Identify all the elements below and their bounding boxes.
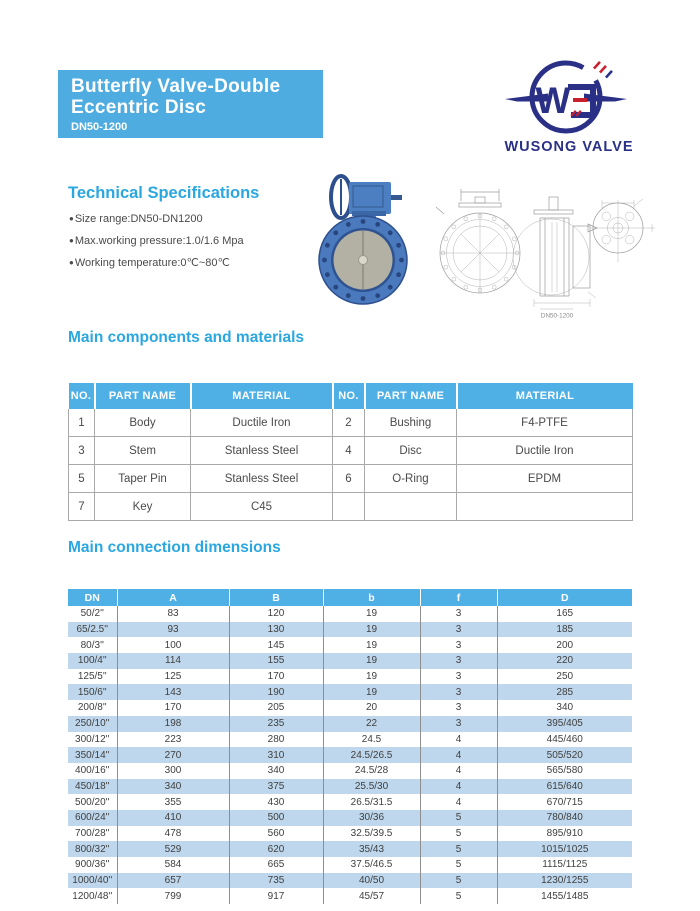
table-cell: 19 (323, 637, 420, 653)
tech-specs-list (69, 208, 244, 274)
table-cell: 190 (229, 684, 323, 700)
table-cell: 799 (117, 888, 229, 904)
spec-item-size-range (69, 208, 244, 230)
table-cell: 250/10'' (75, 718, 110, 730)
table-cell: 6 (333, 465, 365, 493)
table-cell: 917 (229, 888, 323, 904)
table-cell: 185 (497, 622, 632, 638)
table-cell: 5 (420, 857, 497, 873)
table-cell: 505/520 (497, 747, 632, 763)
page-title-line1: Butterfly Valve-Double (71, 76, 281, 97)
column-header: MATERIAL (191, 383, 333, 409)
table-row (68, 826, 632, 842)
table-cell: 584 (117, 857, 229, 873)
table-cell: 430 (229, 794, 323, 810)
spec-item-text: Max.working pressure:1.0/1.6 Mpa (74, 235, 244, 247)
table-row (68, 763, 632, 779)
table-cell: Bushing (365, 409, 457, 437)
table-cell: 300 (117, 763, 229, 779)
table-cell: Stanless Steel (191, 465, 333, 493)
table-cell: 5 (420, 841, 497, 857)
table-cell: Ductile Iron (191, 409, 333, 437)
table-cell: 500/20'' (75, 796, 110, 808)
table-cell: 2 (333, 409, 365, 437)
table-cell: 200/8'' (77, 702, 107, 714)
table-cell: 615/640 (497, 779, 632, 795)
table-cell (365, 493, 457, 521)
table-cell: 5 (69, 465, 95, 493)
logo-monogram-w: W (535, 80, 571, 121)
table-cell: 350/14'' (75, 749, 110, 761)
table-cell: 120 (229, 606, 323, 622)
table-cell: 4 (420, 763, 497, 779)
page-title-line2: Eccentric Disc (71, 97, 207, 118)
table-row (69, 493, 633, 521)
table-cell: 220 (497, 653, 632, 669)
column-header: B (229, 589, 323, 606)
table-row (68, 700, 632, 716)
column-header: MATERIAL (457, 383, 633, 409)
table-cell: 565/580 (497, 763, 632, 779)
drawing-caption: DN50-1200 (540, 312, 574, 320)
table-row (68, 622, 632, 638)
table-cell: 3 (420, 653, 497, 669)
table-row (68, 653, 632, 669)
table-cell: 32.5/39.5 (323, 826, 420, 842)
table-cell: 22 (323, 716, 420, 732)
table-cell: 19 (323, 606, 420, 622)
table-cell: EPDM (457, 465, 633, 493)
table-cell (457, 493, 633, 521)
table-cell (333, 493, 365, 521)
logo-navy-slash-icon (605, 70, 613, 78)
table-cell: 35/43 (323, 841, 420, 857)
column-header: A (117, 589, 229, 606)
logo-mark-icon (505, 61, 627, 131)
table-cell: 1200/48'' (72, 890, 113, 902)
table-cell: 355 (117, 794, 229, 810)
table-cell: 150/6'' (77, 686, 107, 698)
spec-item-temperature (69, 252, 244, 274)
table-cell: 30/36 (323, 810, 420, 826)
table-cell: 65/2.5'' (76, 624, 109, 636)
table-cell: 45/57 (323, 888, 420, 904)
table-cell: Taper Pin (95, 465, 191, 493)
table-cell: 100 (117, 637, 229, 653)
table-cell: 250 (497, 669, 632, 685)
table-cell: 4 (420, 794, 497, 810)
table-cell: 3 (420, 637, 497, 653)
table-row (68, 888, 632, 904)
table-cell: 37.5/46.5 (323, 857, 420, 873)
table-cell: 7 (69, 493, 95, 521)
table-cell: 1455/1485 (497, 888, 632, 904)
table-cell: Body (95, 409, 191, 437)
table-cell: 25.5/30 (323, 779, 420, 795)
table-cell: 24.5/26.5 (323, 747, 420, 763)
dimensions-table (68, 589, 632, 904)
table-row (69, 409, 633, 437)
table-cell: 155 (229, 653, 323, 669)
table-header-row (68, 589, 632, 606)
column-header: PART NAME (365, 383, 457, 409)
table-cell: 170 (117, 700, 229, 716)
table-cell: 26.5/31.5 (323, 794, 420, 810)
table-cell: 500 (229, 810, 323, 826)
table-cell: 478 (117, 826, 229, 842)
table-cell: 3 (420, 606, 497, 622)
table-cell: 125/5'' (77, 671, 107, 683)
table-cell: 4 (420, 779, 497, 795)
table-cell: 4 (420, 732, 497, 748)
table-cell: 657 (117, 873, 229, 889)
table-cell: 19 (323, 669, 420, 685)
table-cell: Stem (95, 437, 191, 465)
table-cell: 670/715 (497, 794, 632, 810)
table-cell: 270 (117, 747, 229, 763)
table-cell: 1000/40'' (72, 875, 113, 887)
bullet-icon: ● (69, 214, 74, 223)
table-cell: 1230/1255 (497, 873, 632, 889)
logo-red-bar-icon (573, 98, 587, 102)
tech-specs-heading: Technical Specifications (68, 184, 260, 202)
table-cell: 200 (497, 637, 632, 653)
spec-item-text: Size range:DN50-DN1200 (74, 213, 203, 225)
table-cell: 375 (229, 779, 323, 795)
table-cell: O-Ring (365, 465, 457, 493)
product-imagery (292, 168, 667, 320)
table-cell: 223 (117, 732, 229, 748)
column-header: NO. (333, 383, 365, 409)
table-cell: 285 (497, 684, 632, 700)
table-row (68, 857, 632, 873)
table-cell: 400/16'' (75, 765, 110, 777)
table-row (69, 465, 633, 493)
table-cell: 1015/1025 (497, 841, 632, 857)
table-cell: 5 (420, 873, 497, 889)
table-cell: 40/50 (323, 873, 420, 889)
table-row (68, 606, 632, 622)
drawing-side-view (513, 197, 596, 320)
table-row (68, 810, 632, 826)
table-cell: 5 (420, 810, 497, 826)
table-cell: 1 (69, 409, 95, 437)
spec-item-text: Working temperature:0℃~80℃ (74, 257, 230, 269)
drawing-front-view (436, 189, 520, 293)
company-name: WUSONG VALVE (504, 139, 634, 155)
table-cell: 3 (420, 622, 497, 638)
table-cell: 700/28'' (75, 827, 110, 839)
table-cell: Key (95, 493, 191, 521)
table-cell: 560 (229, 826, 323, 842)
table-cell: 20 (323, 700, 420, 716)
table-cell: 780/840 (497, 810, 632, 826)
table-cell: 130 (229, 622, 323, 638)
table-cell: Disc (365, 437, 457, 465)
table-row (68, 732, 632, 748)
table-row (68, 747, 632, 763)
table-cell: 19 (323, 684, 420, 700)
table-row (68, 684, 632, 700)
column-header: D (497, 589, 632, 606)
table-cell: 170 (229, 669, 323, 685)
table-cell: Stanless Steel (191, 437, 333, 465)
table-cell: 83 (117, 606, 229, 622)
components-heading: Main components and materials (68, 329, 304, 346)
table-cell: 3 (420, 684, 497, 700)
table-cell: 340 (117, 779, 229, 795)
column-header: f (420, 589, 497, 606)
table-row (68, 637, 632, 653)
table-cell: 800/32'' (75, 843, 110, 855)
table-cell: 445/460 (497, 732, 632, 748)
table-cell: 50/2'' (80, 608, 104, 620)
table-cell: 310 (229, 747, 323, 763)
table-cell: 4 (333, 437, 365, 465)
table-cell: 19 (323, 622, 420, 638)
table-cell: 1115/1125 (497, 857, 632, 873)
table-row (68, 873, 632, 889)
table-cell: 198 (117, 716, 229, 732)
table-cell: 235 (229, 716, 323, 732)
table-cell: 665 (229, 857, 323, 873)
table-cell: 600/24'' (75, 812, 110, 824)
dimensions-heading: Main connection dimensions (68, 539, 281, 556)
table-row (69, 437, 633, 465)
gearbox (349, 182, 391, 214)
table-cell: 4 (420, 747, 497, 763)
table-cell: 735 (229, 873, 323, 889)
column-header: b (323, 589, 420, 606)
table-cell: 145 (229, 637, 323, 653)
table-cell: 80/3'' (80, 639, 104, 651)
table-cell: 93 (117, 622, 229, 638)
table-cell: 5 (420, 826, 497, 842)
table-cell: 5 (420, 888, 497, 904)
bullet-icon: ● (69, 258, 74, 267)
table-cell: 100/4'' (77, 655, 107, 667)
table-cell: 3 (420, 669, 497, 685)
table-cell: 125 (117, 669, 229, 685)
table-row (68, 716, 632, 732)
title-block (58, 70, 323, 138)
table-cell: 24.5/28 (323, 763, 420, 779)
table-cell: 3 (420, 716, 497, 732)
table-cell: 340 (229, 763, 323, 779)
logo-red-slashes-icon (593, 61, 607, 73)
table-cell: C45 (191, 493, 333, 521)
table-cell: 529 (117, 841, 229, 857)
table-cell: 165 (497, 606, 632, 622)
table-cell: 450/18'' (75, 780, 110, 792)
table-row (68, 794, 632, 810)
table-cell: 143 (117, 684, 229, 700)
table-cell: 24.5 (323, 732, 420, 748)
table-cell: 300/12'' (75, 733, 110, 745)
drawing-flange-view (588, 199, 655, 262)
column-header: DN (68, 589, 117, 606)
valve-photo (319, 176, 407, 304)
company-logo (503, 53, 633, 139)
table-row (68, 669, 632, 685)
table-cell: 620 (229, 841, 323, 857)
table-cell: 340 (497, 700, 632, 716)
table-row (68, 841, 632, 857)
table-row (68, 779, 632, 795)
bullet-icon: ● (69, 236, 74, 245)
table-cell: 900/36'' (75, 859, 110, 871)
table-cell: 280 (229, 732, 323, 748)
table-cell: 895/910 (497, 826, 632, 842)
table-cell: Ductile Iron (457, 437, 633, 465)
table-cell: 205 (229, 700, 323, 716)
table-cell: 114 (117, 653, 229, 669)
table-cell: 410 (117, 810, 229, 826)
table-cell: 3 (69, 437, 95, 465)
table-header-row (69, 383, 633, 409)
spec-item-pressure (69, 230, 244, 252)
components-table (68, 383, 633, 521)
table-cell: 19 (323, 653, 420, 669)
column-header: NO. (69, 383, 95, 409)
column-header: PART NAME (95, 383, 191, 409)
page-title-size-range: DN50-1200 (71, 121, 128, 133)
table-cell: F4-PTFE (457, 409, 633, 437)
table-cell: 3 (420, 700, 497, 716)
table-cell: 395/405 (497, 716, 632, 732)
